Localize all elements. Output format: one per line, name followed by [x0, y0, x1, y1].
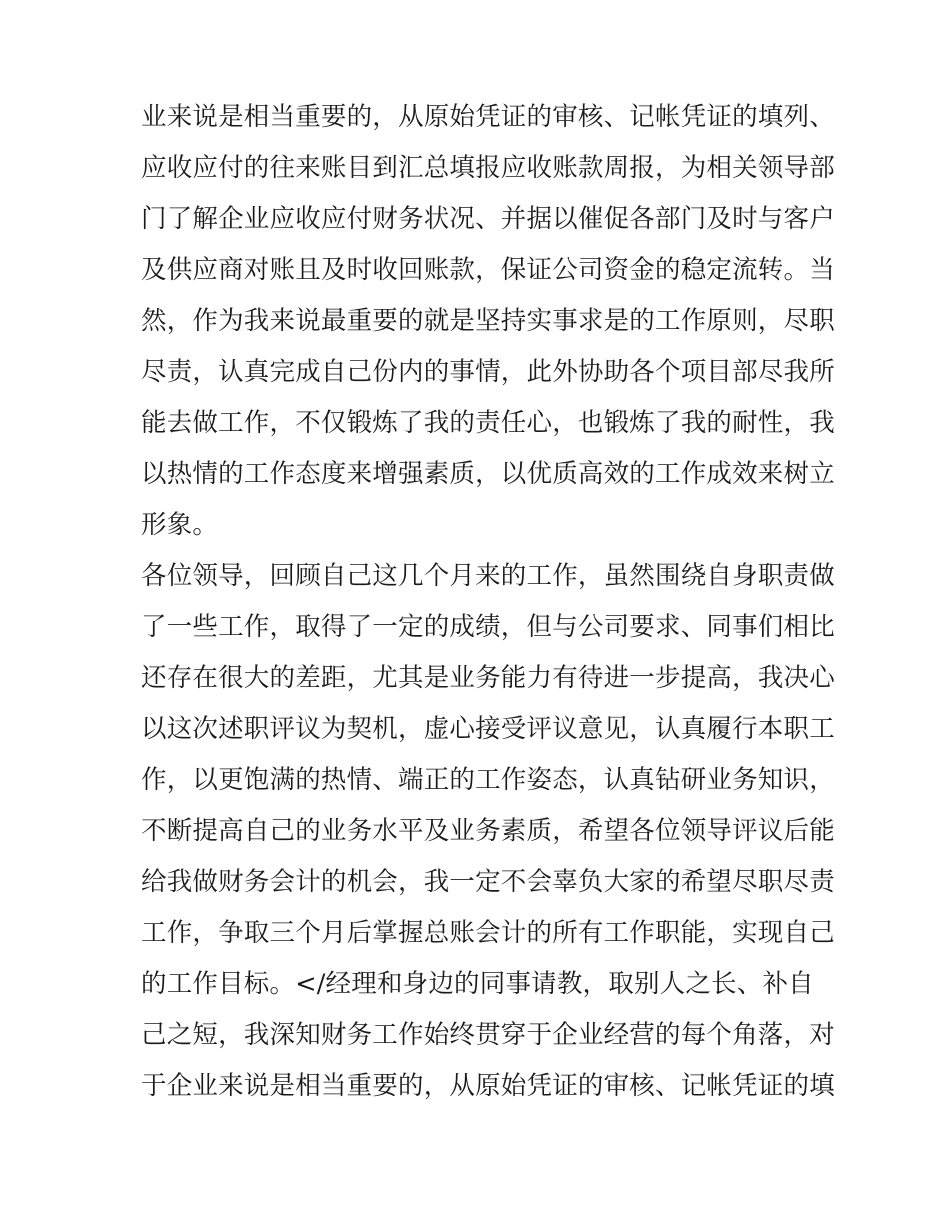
- text-line: 及供应商对账且及时收回账款，保证公司资金的稳定流转。当: [141, 255, 835, 285]
- text-line: 作，以更饱满的热情、端正的工作姿态，认真钻研业务知识，: [141, 765, 835, 795]
- text-line: 于企业来说是相当重要的，从原始凭证的审核、记帐凭证的填: [141, 1071, 835, 1101]
- text-line: 尽责，认真完成自己份内的事情，此外协助各个项目部尽我所: [141, 357, 835, 387]
- text-line: 给我做财务会计的机会，我一定不会辜负大家的希望尽职尽责: [141, 867, 835, 897]
- body-text: [141, 92, 835, 1112]
- text-line: 不断提高自己的业务水平及业务素质，希望各位领导评议后能: [141, 816, 835, 846]
- text-line: 己之短，我深知财务工作始终贯穿于企业经营的每个角落，对: [141, 1020, 835, 1050]
- text-line: 各位领导，回顾自己这几个月来的工作，虽然围绕自身职责做: [141, 561, 835, 591]
- text-line: 了一些工作，取得了一定的成绩，但与公司要求、同事们相比: [141, 612, 835, 642]
- text-line: 以热情的工作态度来增强素质，以优质高效的工作成效来树立: [141, 459, 835, 489]
- text-line: 能去做工作，不仅锻炼了我的责任心，也锻炼了我的耐性，我: [141, 408, 835, 438]
- text-line: 还存在很大的差距，尤其是业务能力有待进一步提高，我决心: [141, 663, 835, 693]
- text-line: 的工作目标。</经理和身边的同事请教，取别人之长、补自: [141, 969, 814, 999]
- text-line: 业来说是相当重要的，从原始凭证的审核、记帐凭证的填列、: [141, 102, 835, 132]
- text-line: 工作，争取三个月后掌握总账会计的所有工作职能，实现自己: [141, 918, 835, 948]
- text-line: 然，作为我来说最重要的就是坚持实事求是的工作原则，尽职: [141, 306, 835, 336]
- text-line: 以这次述职评议为契机，虚心接受评议意见，认真履行本职工: [141, 714, 835, 744]
- text-line: 形象。: [141, 510, 219, 540]
- text-line: 应收应付的往来账目到汇总填报应收账款周报，为相关领导部: [141, 153, 835, 183]
- text-line: 门了解企业应收应付财务状况、并据以催促各部门及时与客户: [141, 204, 835, 234]
